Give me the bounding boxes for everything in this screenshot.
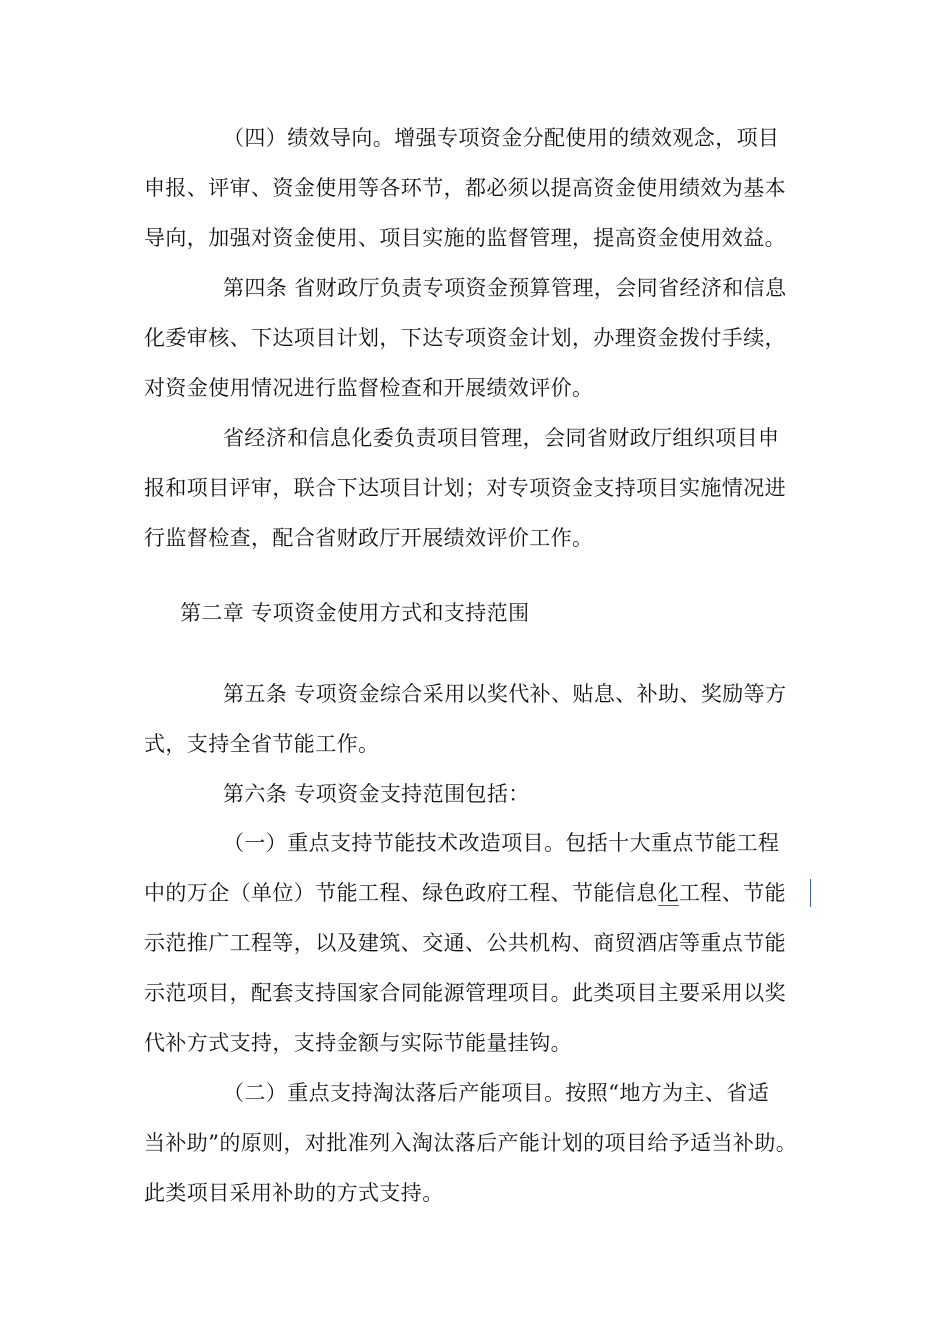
paragraph-line: 申报、评审、资金使用等各环节，都必须以提高资金使用绩效为基本 [144, 176, 786, 200]
paragraph-line: 行监督检查，配合省财政厅开展绩效评价工作。 [144, 526, 594, 550]
paragraph-line: 省经济和信息化委负责项目管理，会同省财政厅组织项目申 [223, 426, 780, 450]
paragraph-line: 式，支持全省节能工作。 [144, 732, 380, 756]
article-6-line: 第六条 专项资金支持范围包括： [223, 782, 530, 806]
paragraph-line: （四）绩效导向。增强专项资金分配使用的绩效观念，项目 [223, 126, 780, 150]
paragraph-line: 示范项目，配套支持国家合同能源管理项目。此类项目主要采用以奖 [144, 981, 786, 1005]
paragraph-line: 化委审核、下达项目计划，下达专项资金计划，办理资金拨付手续， [144, 326, 786, 350]
paragraph-line: 对资金使用情况进行监督检查和开展绩效评价。 [144, 376, 594, 400]
marked-text[interactable]: 化 [657, 881, 680, 905]
paragraph-line: （二）重点支持淘汰落后产能项目。按照“地方为主、省适 [223, 1081, 770, 1105]
line-text: 工程、节能 [679, 881, 787, 905]
chapter-heading: 第二章 专项资金使用方式和支持范围 [180, 601, 530, 625]
article-5-line: 第五条 专项资金综合采用以奖代补、贴息、补助、奖励等方 [223, 682, 787, 706]
paragraph-line: 示范推广工程等，以及建筑、交通、公共机构、商贸酒店等重点节能 [144, 931, 786, 955]
paragraph-line: 当补助”的原则，对批准列入淘汰落后产能计划的项目给予适当补助。 [144, 1131, 798, 1155]
paragraph-line [144, 878, 786, 908]
paragraph-line: 导向，加强对资金使用、项目实施的监督管理，提高资金使用效益。 [144, 226, 786, 250]
article-4-line: 第四条 省财政厅负责专项资金预算管理，会同省经济和信息 [223, 276, 787, 300]
paragraph-line: 报和项目评审，联合下达项目计划；对专项资金支持项目实施情况进 [144, 476, 786, 500]
paragraph-line: 此类项目采用补助的方式支持。 [144, 1181, 444, 1205]
paragraph-line: 代补方式支持，支持金额与实际节能量挂钩。 [144, 1031, 572, 1055]
paragraph-line: （一）重点支持节能技术改造项目。包括十大重点节能工程 [223, 831, 780, 855]
line-text: 中的万企（单位）节能工程、绿色政府工程、节能信息 [144, 881, 658, 905]
text-cursor [810, 879, 811, 907]
